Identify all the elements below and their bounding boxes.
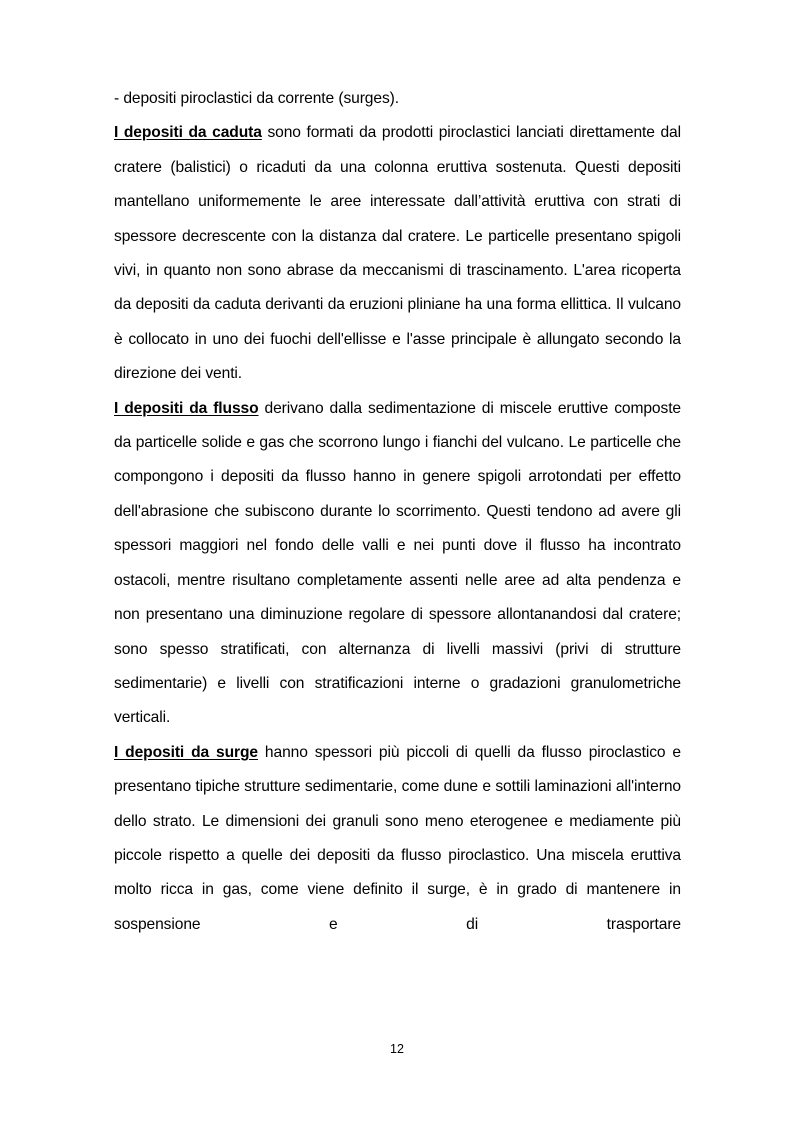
paragraph-caduta-heading: I depositi da caduta — [114, 124, 262, 142]
paragraph-surge-heading: I depositi da surge — [114, 743, 258, 761]
document-body — [114, 82, 681, 942]
paragraph-surge-text: hanno spessori più piccoli di quelli da flusso piroclastico e presentano tipiche strutture sedimentarie, come dune e sottili laminazioni all'interno dello strato. Le dimensioni dei granuli sono meno eterogenee e mediamente più piccole rispetto a quelle dei depositi da flusso piroclastico. Una miscela eruttiva molto ricca in gas, come viene definito il surge, è in grado di mantenere in sospensione e di trasportare — [114, 743, 681, 933]
paragraph-caduta — [114, 116, 681, 391]
page-number: 12 — [390, 1042, 404, 1056]
paragraph-flusso-text: derivano dalla sedimentazione di miscele eruttive composte da particelle solide e gas che scorrono lungo i fianchi del vulcano. Le particelle che compongono i depositi da flusso hanno in genere spigoli arrotondati per effetto dell'abrasione che subiscono durante lo scorrimento. Questi tendono ad avere gli spessori maggiori nel fondo delle valli e nei punti dove il flusso ha incontrato ostacoli, mentre risultano completamente assenti nelle aree ad alta pendenza e non presentano una diminuzione regolare di spessore allontanandosi dal cratere; sono spesso stratificati, con alternanza di livelli massivi (privi di strutture sedimentarie) e livelli con stratificazioni interne o gradazioni granulometriche verticali. — [114, 399, 681, 727]
paragraph-caduta-text: sono formati da prodotti piroclastici lanciati direttamente dal cratere (balistici) o ricaduti da una colonna eruttiva sostenuta. Questi depositi mantellano uniformemente le aree interessate dall’attività eruttiva con strati di spessore decrescente con la distanza dal cratere. Le particelle presentano spigoli vivi, in quanto non sono abrase da meccanismi di trascinamento. L'area ricoperta da depositi da caduta derivanti da eruzioni pliniane ha una forma ellittica. Il vulcano è collocato in uno dei fuochi dell'ellisse e l'asse principale è allungato secondo la direzione dei venti. — [114, 124, 681, 383]
paragraph-flusso — [114, 392, 681, 736]
paragraph-surge — [114, 736, 681, 942]
paragraph-flusso-heading: I depositi da flusso — [114, 399, 259, 417]
intro-line: - depositi piroclastici da corrente (surges). — [114, 90, 399, 107]
